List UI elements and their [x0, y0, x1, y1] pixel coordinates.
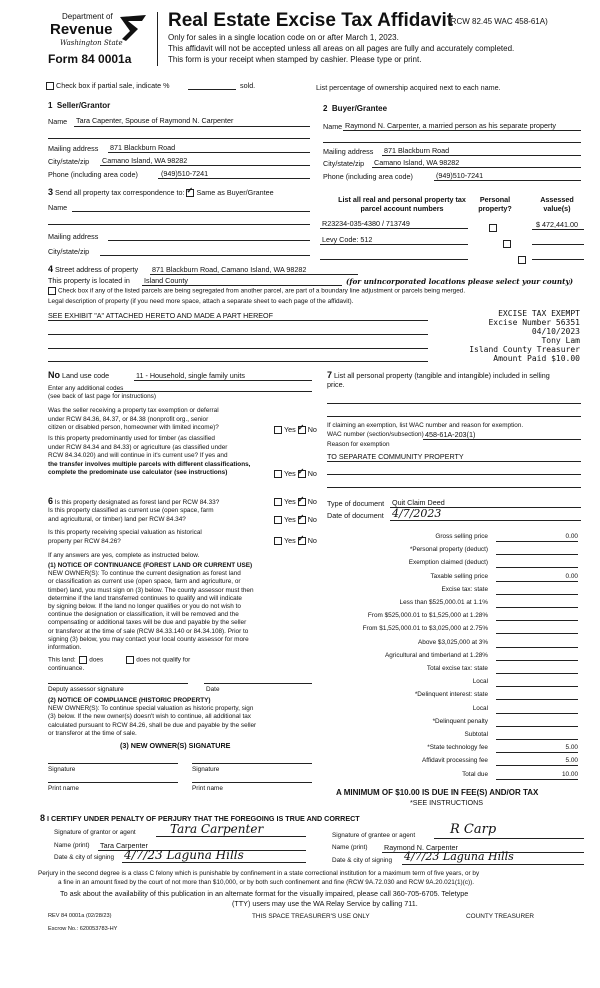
tax-row-line [496, 686, 578, 687]
tax-row-label: From $1,525,000.01 to $3,025,000 at 2.75% [362, 625, 488, 633]
new-owner-sig-heading: (3) NEW OWNER(S) SIGNATURE [120, 741, 231, 750]
escrow-number: Escrow No.: 620053783-HY [48, 926, 118, 932]
buyer-phone-line [434, 180, 581, 181]
partial-pct-field[interactable] [188, 89, 236, 90]
tax-row-label: *Delinquent penalty [432, 717, 488, 725]
stamp-line-2: Excise Number 56351 [488, 318, 580, 327]
current-use-question: Is this property classified as current use (open space, farm and agricultural, or timber) land per RCW 84.34? [48, 507, 214, 523]
note-1: Only for sales in a single location code on or after March 1, 2023. [168, 33, 399, 42]
grantee-print-name[interactable]: Raymond N. Carpenter [384, 843, 458, 852]
assessed-value[interactable]: $ 472,441.00 [536, 220, 578, 229]
doc-date-label: Date of document [327, 511, 384, 520]
continuance-label: continuance. [48, 665, 85, 672]
sig-label-2: Signature [192, 766, 220, 773]
grantor-sig-line [156, 836, 306, 837]
exemption-yes-checkbox[interactable] [274, 426, 282, 434]
grantee-name-label: Name (print) [332, 844, 368, 851]
new-owner-print-1[interactable] [48, 782, 178, 783]
seller-name-line [74, 126, 310, 127]
buyer-addr-label: Mailing address [323, 147, 374, 156]
assessed-line-2 [532, 244, 584, 245]
land-qualify-row: This land: does does not qualify for [48, 656, 191, 664]
tax-row-label: *State technology fee [427, 744, 488, 752]
grantee-sig-label: Signature of grantee or agent [332, 832, 416, 839]
stamp-line-6: Amount Paid $10.00 [493, 354, 580, 363]
buyer-city[interactable]: Camano Island, WA 98282 [374, 158, 460, 167]
wac-label: WAC number (section/subsection) [327, 431, 424, 438]
doc-date[interactable]: 4/7/2023 [392, 507, 442, 520]
corr-addr-label: Mailing address [48, 232, 99, 241]
personal-property-line-2 [327, 416, 581, 417]
reason-line-1 [327, 461, 581, 462]
parcel-line-2 [320, 244, 468, 245]
treasurer-stamp [430, 309, 580, 363]
grantee-date-label: Date & city of signing [332, 857, 393, 864]
parcel-col-header: List all real and personal property tax parcel account numbers [338, 195, 466, 213]
seller-phone[interactable]: (949)510-7241 [161, 169, 209, 178]
current-use-yes-checkbox[interactable] [274, 516, 282, 524]
seller-name-label: Name [48, 117, 68, 126]
seller-phone-label: Phone (including area code) [48, 170, 138, 179]
land-use-line [134, 380, 312, 381]
note-2: This affidavit will not be accepted unless all areas on all pages are fully and accurately completed. [168, 44, 515, 53]
tax-row-line [496, 633, 578, 634]
grantee-sig-line [434, 838, 584, 839]
wac-line [423, 439, 581, 440]
doc-type[interactable]: Quit Claim Deed [392, 498, 445, 507]
buyer-addr-line [382, 155, 581, 156]
stamp-line-4: Tony Lam [541, 336, 580, 345]
seller-name[interactable]: Tara Capenter, Spouse of Raymond N. Carpenter [76, 116, 234, 125]
grantee-date-city[interactable]: 4/7/23 Laguna Hills [404, 850, 514, 863]
reason-label: Reason for exemption [327, 441, 390, 448]
buyer-phone-label: Phone (including area code) [323, 172, 413, 181]
notice-continuance: (1) NOTICE OF CONTINUANCE (FOREST LAND OR CURRENT USE) NEW OWNER(S): To continue the current designation as forest land or classification as current use (open space, farm and agriculture, or timber) land, you must sign on (3) below. The county assessor must then determine if the land transferred continues to qualify and will indicate by signing below. If the land no longer qualifies or you do not wish to continue the designation or classification, it will be removed and the compensating or additional taxes will be due and payable by the seller or transferor at the time of sale (RCW 84.33.140 or 84.34.108). Prior to signing (3) below, you may contact your local county assessor for more information. [48, 562, 254, 652]
exemption-claim-label: If claiming an exemption, list WAC number and reason for exemption. [327, 422, 524, 429]
tax-row-label: *Personal property (deduct) [409, 546, 488, 554]
seller-city[interactable]: Camano Island, WA 98282 [102, 156, 188, 165]
buyer-addr[interactable]: 871 Blackburn Road [384, 146, 450, 155]
tax-row-line [496, 779, 578, 780]
tax-row-line [496, 581, 578, 582]
corr-extra-line [48, 224, 310, 225]
additional-codes-field[interactable] [114, 391, 312, 392]
partial-sale-checkbox[interactable] [46, 82, 54, 90]
tax-row-label: Above $3,025,000 at 3% [418, 638, 488, 646]
new-owner-sig-1[interactable] [48, 763, 178, 764]
minimum-due-note: A MINIMUM OF $10.00 IS DUE IN FEE(S) AND/OR TAX [336, 788, 539, 797]
tax-row-line [496, 752, 578, 753]
tax-row-label: Subtotal [464, 731, 488, 738]
dept-label: Department of [62, 12, 113, 21]
tax-row-line [496, 594, 578, 595]
personal-col-header: Personal property? [478, 195, 512, 213]
personal-property-checkbox-2[interactable] [503, 240, 511, 248]
header-divider [157, 12, 158, 66]
tax-row-label: Gross selling price [435, 533, 488, 540]
historic-yes-no: Yes ✓ No [274, 536, 317, 545]
legal-desc-label: Legal description of property (if you need more space, attach a separate sheet to each page of the affidavit). [48, 298, 354, 305]
buyer-phone[interactable]: (949)510-7241 [436, 171, 484, 180]
buyer-city-label: City/state/zip [323, 159, 365, 168]
form-citation: (RCW 82.45 WAC 458-61A) [448, 17, 548, 26]
tax-row-value[interactable]: 0.00 [565, 572, 578, 580]
parcel-line-3 [320, 259, 468, 260]
assessed-col-header: Assessed value(s) [540, 195, 574, 213]
tax-row-value[interactable]: 5.00 [565, 744, 578, 752]
state-label: Washington State [60, 39, 123, 47]
tax-row-value[interactable]: 0.00 [565, 533, 578, 540]
tax-row-label: Excise tax: state [441, 585, 488, 593]
historic-yes-checkbox[interactable] [274, 537, 282, 545]
location-label: This property is located in [48, 276, 130, 285]
street-address-line [150, 274, 358, 275]
doc-date-line [390, 520, 581, 521]
form-title: Real Estate Excise Tax Affidavit [168, 10, 454, 31]
uninc-note: (for unincorporated locations please select your county) [346, 277, 574, 286]
seller-addr-line [108, 152, 310, 153]
personal-property-field[interactable] [327, 403, 581, 404]
segregated-row: Check box if any of the listed parcels are being segregated from another parcel, are part of a boundary line adjustment or parcels being merged. [48, 287, 465, 295]
legal-line-1 [48, 320, 428, 321]
tax-row-line [496, 620, 578, 621]
personal-property-checkbox-3[interactable] [518, 256, 526, 264]
timber-yes-checkbox[interactable] [274, 470, 282, 478]
tax-row-label: Agricultural and timberland at 1.28% [384, 651, 488, 659]
sig-label-1: Signature [48, 766, 76, 773]
form-number: Form 84 0001a [48, 52, 132, 66]
new-owner-sig-2[interactable] [192, 763, 312, 764]
buyer-city-line [372, 167, 581, 168]
seller-addr[interactable]: 871 Blackburn Road [110, 143, 176, 152]
exemption-reason[interactable]: TO SEPARATE COMMUNITY PROPERTY [327, 452, 464, 461]
corr-city-field[interactable] [100, 255, 310, 256]
current-use-no-checkbox[interactable] [298, 516, 306, 524]
if-any-note: If any answers are yes, complete as instructed below. [48, 552, 200, 559]
legal-line-3 [48, 348, 428, 349]
grantor-print-name[interactable]: Tara Carpenter [100, 841, 148, 850]
note-3: This form is your receipt when stamped by cashier. Please type or print. [168, 55, 422, 64]
personal-property-checkbox-1[interactable] [489, 224, 497, 232]
tax-row-line [496, 739, 578, 740]
forest-yes-no: Yes ✓ No [274, 497, 317, 506]
buyer-name-line [343, 130, 581, 131]
tax-row-line [496, 726, 578, 727]
ownership-note: List percentage of ownership acquired next to each name. [316, 83, 501, 92]
seller-addr-label: Mailing address [48, 144, 99, 153]
buyer-name-label: Name [323, 122, 343, 131]
notice-historic: (2) NOTICE OF COMPLIANCE (HISTORIC PROPERTY) NEW OWNER(S): To continue special valuation as historic property, sign (3) below. If the new owner(s) doesn't wish to continue, all additional tax calculated pursuant to RCW 84.26, shall be due and payable by the seller or transferor at the time of sale. [48, 697, 257, 737]
tax-row-line [496, 541, 578, 542]
dept-name: Revenue [50, 21, 113, 38]
grantor-signature[interactable]: Tara Carpenter [170, 822, 264, 836]
stamp-line-5: Island County Treasurer [469, 345, 580, 354]
seller-city-label: City/state/zip [48, 157, 90, 166]
additional-codes-label: Enter any additional codes (see back of last page for instructions) [48, 385, 156, 400]
tax-row-label: Local [472, 704, 488, 712]
deputy-sig-label: Deputy assessor signature [48, 686, 124, 693]
does-qualify-checkbox[interactable] [79, 656, 87, 664]
tax-row-label: Exemption claimed (deduct) [408, 559, 488, 567]
perjury-line-2: a fine in an amount fixed by the court of not more than $10,000, or by both such confinement and fine (RCW 9A.72.030 and RCW 9A.20.021(1)(c)). [58, 879, 474, 886]
tax-row-line [496, 567, 578, 568]
tax-row-label: Total due [462, 770, 488, 778]
timber-question: Is this property predominantly used for timber (as classified under RCW 84.34 and 84.33) or agriculture (as classified under RCW 84.34.020) and will continue in it's current use? If yes and the transfer involves multiple parcels with different classifications, complete the predominate use calculator (see instructions) [48, 435, 251, 476]
tax-row-label: Total excise tax: state [426, 665, 488, 672]
levy-code[interactable]: Levy Code: 512 [322, 235, 373, 244]
corr-city-label: City/state/zip [48, 247, 90, 256]
exemption-question: Was the seller receiving a property tax exemption or deferral under RCW 84.36, 84.37, or 84.38 (nonprofit org., senior citizen or disabled person, homeowner with limited income)? [48, 407, 219, 431]
seller-city-line [100, 165, 310, 166]
doc-type-label: Type of document [327, 499, 385, 508]
form-revision: REV 84 0001a (02/28/23) [48, 913, 112, 919]
county-treasurer: COUNTY TREASURER [466, 913, 534, 920]
legal-line-4 [48, 361, 428, 362]
corr-name-label: Name [48, 203, 68, 212]
tax-row-line [496, 554, 578, 555]
grantor-name-label: Name (print) [54, 842, 90, 849]
alt-format-note: To ask about the availability of this publication in an alternate format for the visually impaired, please call 360-705-6705. Teletype [60, 889, 469, 898]
historic-no-checkbox[interactable] [298, 537, 306, 545]
street-address-label: 4 Street address of property [48, 264, 139, 274]
grantee-signature[interactable]: R Carp [450, 822, 497, 837]
grantee-date-line [402, 864, 584, 865]
deputy-date-label: Date [206, 686, 220, 693]
legal-description[interactable]: SEE EXHIBIT "A" ATTACHED HERETO AND MADE A PART HEREOF [48, 311, 274, 320]
current-use-yes-no: Yes ✓ No [274, 515, 317, 524]
seller-phone-line [158, 178, 310, 179]
corr-name-field[interactable] [72, 211, 310, 212]
stamp-line-1: EXCISE TAX EXEMPT [498, 309, 580, 318]
land-use-label: No Land use code [48, 370, 110, 380]
tax-row-label: Local [472, 678, 488, 686]
county-select[interactable]: Island County [144, 276, 188, 285]
see-instructions: *SEE INSTRUCTIONS [410, 798, 484, 807]
tax-row-label: From $525,000.01 to $1,525,000 at 1.28% [367, 612, 488, 620]
deputy-signature-field[interactable] [48, 683, 188, 684]
tty-note: (TTY) users may use the WA Relay Service by calling 711. [232, 899, 418, 908]
buyer-extra-line [323, 142, 581, 143]
assessed-line-3 [532, 259, 584, 260]
tax-row-line [496, 660, 578, 661]
segregated-checkbox[interactable] [48, 287, 56, 295]
tax-row-line [496, 673, 578, 674]
timber-yes-no: Yes ✓ No [274, 469, 317, 478]
wac-number[interactable]: 458-61A-203(1) [425, 430, 476, 439]
land-use-code[interactable]: 11 - Household, single family units [136, 371, 245, 380]
grantor-sig-label: Signature of grantor or agent [54, 829, 136, 836]
historic-question: Is this property receiving special valuation as historical property per RCW 84.26? [48, 529, 202, 545]
same-as-buyer-checkbox[interactable] [186, 189, 194, 197]
forest-yes-checkbox[interactable] [274, 498, 282, 506]
exemption-yes-no: Yes ✓ No [274, 425, 317, 434]
buyer-name[interactable]: Raymond N. Carpenter, a married person as his separate property [345, 121, 556, 130]
parcel-number[interactable]: R23234-035-4380 / 713749 [322, 219, 410, 228]
corr-addr-field[interactable] [108, 240, 310, 241]
forest-no-checkbox[interactable] [298, 498, 306, 506]
exemption-no-checkbox[interactable] [298, 426, 306, 434]
stamp-line-3: 04/10/2023 [531, 327, 580, 336]
buyer-heading: 2 Buyer/Grantee [323, 104, 388, 113]
grantor-date-label: Date & city of signing [54, 854, 115, 861]
tax-row-line [496, 607, 578, 608]
reason-line-2 [327, 474, 581, 475]
tax-row-label: *Delinquent interest: state [414, 691, 488, 699]
tax-row-line [496, 713, 578, 714]
tax-row-value[interactable]: 5.00 [565, 757, 578, 765]
perjury-line-1: Perjury in the second degree is a class C felony which is punishable by confinement in a state correctional institution for a maximum term of five years, or by [38, 870, 480, 877]
parcel-line-1 [320, 228, 468, 229]
deputy-date-field[interactable] [204, 683, 312, 684]
street-address[interactable]: 871 Blackburn Road, Camano Island, WA 98282 [152, 265, 307, 274]
correspondence-row: 3 Send all property tax correspondence to: ✓ Same as Buyer/Grantee [48, 187, 274, 197]
sold-label: sold. [240, 81, 256, 90]
treasurer-use-only: THIS SPACE TREASURER'S USE ONLY [252, 913, 370, 920]
new-owner-print-2[interactable] [192, 782, 312, 783]
grantor-date-city[interactable]: 4/7/23 Laguna Hills [124, 848, 244, 862]
tax-row-line [496, 699, 578, 700]
grantor-date-line [122, 862, 306, 863]
assessed-line-1 [532, 229, 584, 230]
tax-row-value[interactable]: 10.00 [562, 770, 578, 778]
does-not-qualify-checkbox[interactable] [126, 656, 134, 664]
tax-row-label: Taxable selling price [430, 572, 488, 580]
certification-heading: 8 I CERTIFY UNDER PENALTY OF PERJURY THAT THE FOREGOING IS TRUE AND CORRECT [40, 813, 360, 823]
county-line [142, 285, 342, 286]
print-label-1: Print name [48, 785, 79, 792]
seller-extra-line [48, 138, 310, 139]
partial-sale-row: Check box if partial sale, indicate % [46, 81, 169, 90]
personal-property-label: 7 List all personal property (tangible and intangible) included in selling price. [327, 370, 550, 389]
forest-question: 6 Is this property designated as forest land per RCW 84.33? [48, 496, 220, 506]
tax-row-label: Affidavit processing fee [422, 757, 488, 765]
tax-row-line [496, 647, 578, 648]
timber-no-checkbox[interactable] [298, 470, 306, 478]
tax-row-line [496, 765, 578, 766]
tax-row-label: Less than $525,000.01 at 1.1% [399, 599, 488, 606]
legal-line-2 [48, 334, 428, 335]
reason-line-3 [327, 487, 581, 488]
print-label-2: Print name [192, 785, 223, 792]
seller-heading: 1 Seller/Grantor [48, 101, 111, 110]
